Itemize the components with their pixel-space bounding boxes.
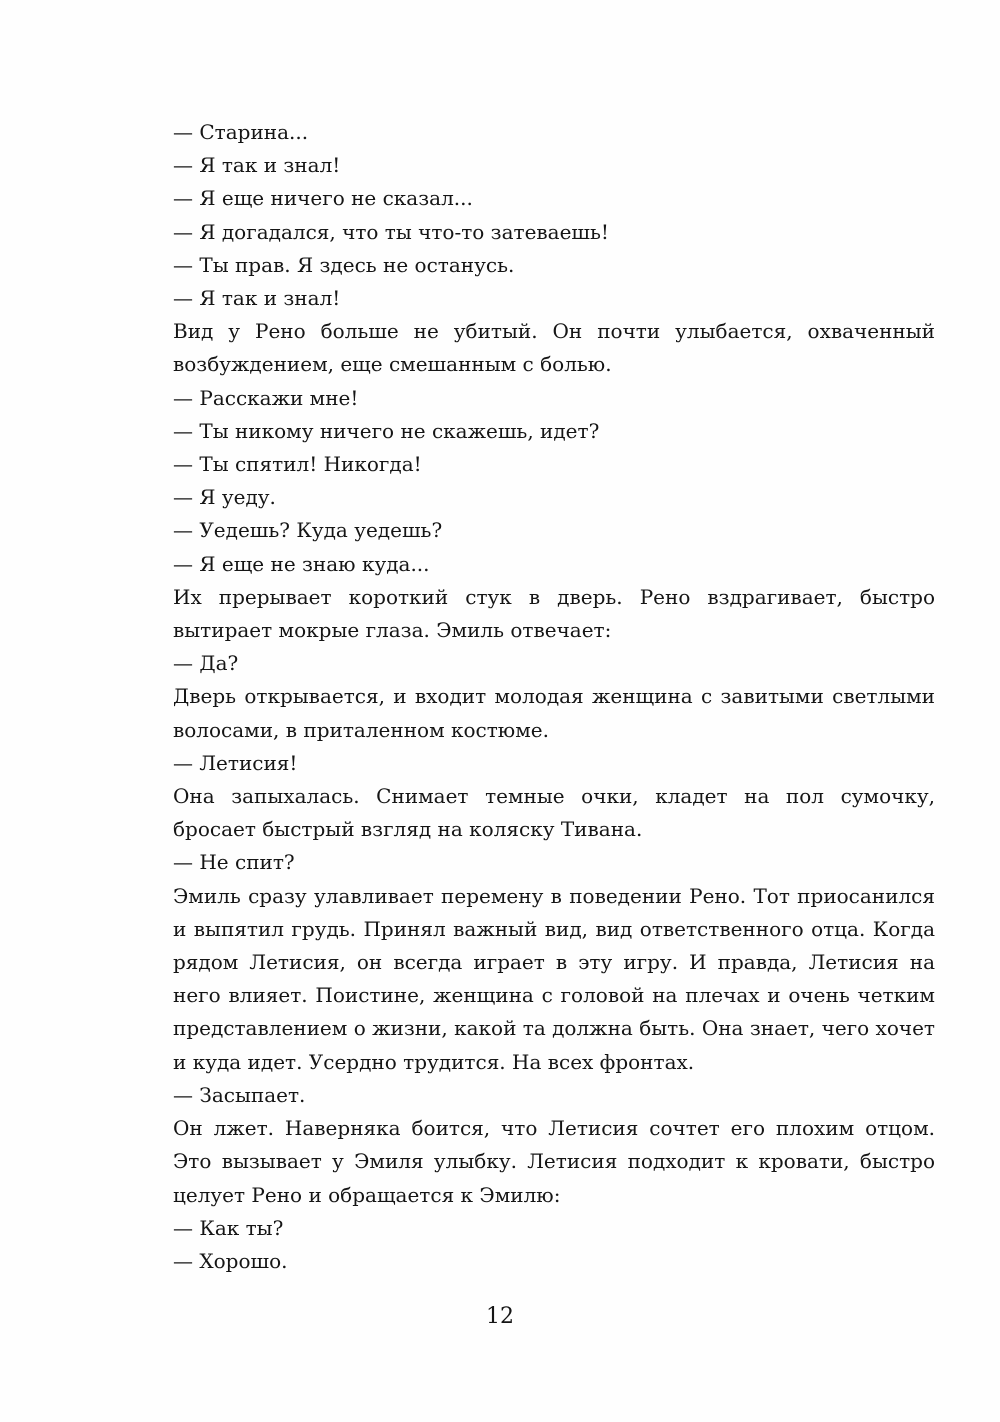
page-text xyxy=(173,116,935,1278)
paragraph: Дверь открывается, и входит молодая женщина с завитыми светлыми волосами, в приталенном костюме. xyxy=(173,684,935,742)
paragraph: — Ты прав. Я здесь не останусь. xyxy=(173,252,515,277)
paragraph: — Я уеду. xyxy=(173,485,276,510)
paragraph: Вид у Рено больше не убитый. Он почти улыбается, охваченный возбуждением, еще смешанным с болью. xyxy=(173,319,935,377)
paragraph: — Я еще не знаю куда... xyxy=(173,551,430,576)
paragraph: — Ты спятил! Никогда! xyxy=(173,452,422,477)
paragraph: — Летисия! xyxy=(173,750,298,775)
paragraph: Эмиль сразу улавливает перемену в поведении Рено. Тот приосанился и выпятил грудь. Принял важный вид, вид ответственного отца. Когда рядом Летисия, он всегда играет в эту игру. И правда, Летисия на него влияет. Поистине, женщина с головой на плечах и очень четким представлением о жизни, какой та должна быть. Она знает, чего хочет и куда идет. Усердно трудится. На всех фронтах. xyxy=(173,883,935,1074)
paragraph: — Я догадался, что ты что-то затеваешь! xyxy=(173,219,609,244)
paragraph: — Не спит? xyxy=(173,850,295,875)
page-number: 12 xyxy=(486,1304,514,1329)
paragraph: — Я так и знал! xyxy=(173,153,341,178)
paragraph: — Я еще ничего не сказал... xyxy=(173,186,473,211)
paragraph: — Расскажи мне! xyxy=(173,385,359,410)
paragraph: — Хорошо. xyxy=(173,1248,288,1273)
paragraph: — Засыпает. xyxy=(173,1082,306,1107)
paragraph: — Старина... xyxy=(173,120,309,144)
paragraph: — Да? xyxy=(173,651,239,676)
paragraph: — Ты никому ничего не скажешь, идет? xyxy=(173,418,600,443)
paragraph: Он лжет. Наверняка боится, что Летисия сочтет его плохим отцом. Это вызывает у Эмиля улыбку. Летисия подходит к кровати, быстро целует Рено и обращается к Эмилю: xyxy=(173,1116,935,1207)
paragraph: Их прерывает короткий стук в дверь. Рено вздрагивает, быстро вытирает мокрые глаза. Эмиль отвечает: xyxy=(173,584,935,643)
paragraph: — Уедешь? Куда уедешь? xyxy=(173,518,443,543)
paragraph: — Я так и знал! xyxy=(173,286,341,311)
paragraph: Она запыхалась. Снимает темные очки, кладет на пол сумочку, бросает быстрый взгляд на коляску Тивана. xyxy=(173,784,935,842)
paragraph: — Как ты? xyxy=(173,1215,284,1240)
